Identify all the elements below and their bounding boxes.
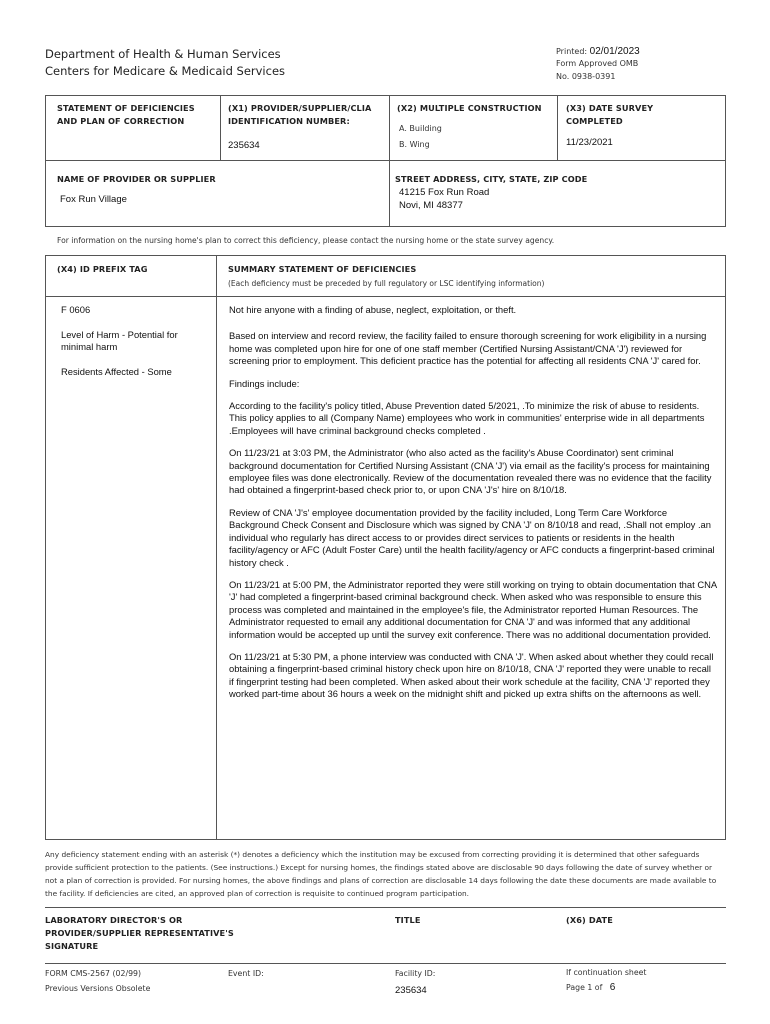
provider-value: Fox Run Village — [60, 194, 127, 205]
page-label: Page 1 of — [566, 983, 603, 992]
paragraph-3: Findings include: — [229, 377, 300, 389]
paragraph-8: On 11/23/21 at 5:30 PM, a phone interview was conducted with CNA 'J'. When asked about whether they could recall obtaining a fingerprint-based criminal history check upon hire on 8/10/18, CNA 'J' reported they were unable to recall if fingerprint testing had been completed. When asked about their work schedule at the facility, CNA 'J' reported they worked part-time about 36 hours a week on the midnight shift and picked up extra shifts on the afternoons as well. — [229, 650, 714, 700]
omb-line-2: No. 0938-0391 — [556, 72, 616, 81]
summary-label: SUMMARY STATEMENT OF DEFICIENCIES — [228, 264, 417, 274]
title-label: TITLE — [395, 915, 421, 925]
x2-wing: B. Wing — [399, 140, 430, 149]
form-number: FORM CMS-2567 (02/99) — [45, 969, 142, 978]
paragraph-4: According to the facility's policy titled, Abuse Prevention dated 5/2021, .To minimize the risk of abuse to residents. This policy applies to all (Company Name) employees who work in communities' enterprise wide in all departments .Employees will have criminal background checks completed . — [229, 400, 705, 436]
signature-bottom-line — [45, 963, 726, 964]
x2-building: A. Building — [399, 124, 442, 133]
summary-sub: (Each deficiency must be preceded by full regulatory or LSC identifying information) — [228, 279, 545, 288]
x3-label: (X3) DATE SURVEY COMPLETED — [566, 103, 654, 126]
printed-label: Printed: — [556, 47, 588, 56]
paragraph-7: On 11/23/21 at 5:00 PM, the Administrator reported they were still working on trying to obtain documentation that CNA 'J' had completed a fingerprint-based criminal background check. When asked who was responsible to ensure this process was completed and maintained in the employee's file, the Administrator reported Human Resources. The Administrator requested to email any additional documentation for CNA 'J' and was informed that any additional information would be accepted up until the survey exit conference. There was no additional documentation provided. — [229, 578, 717, 640]
address-label: STREET ADDRESS, CITY, STATE, ZIP CODE — [395, 174, 588, 184]
facility-id-label: Facility ID: — [395, 969, 436, 978]
printed-line — [556, 46, 640, 57]
page-indicator — [566, 982, 615, 993]
printed-date: 02/01/2023 — [589, 46, 640, 57]
previous-versions: Previous Versions Obsolete — [45, 984, 151, 993]
address-line-1: 41215 Fox Run Road — [399, 187, 490, 198]
lab-director-label: LABORATORY DIRECTOR'S OR PROVIDER/SUPPLIER REPRESENTATIVE'S SIGNATURE — [45, 915, 234, 951]
statement-label: STATEMENT OF DEFICIENCIES AND PLAN OF CORRECTION — [57, 103, 195, 126]
top-table-divider — [45, 160, 726, 161]
residents-affected: Residents Affected - Some — [61, 366, 172, 377]
facility-id-value: 235634 — [395, 985, 427, 996]
paragraph-2: Based on interview and record review, the facility failed to ensure thorough screening for work eligibility in a nursing home was completed upon hire for one of one staff member (Certified Nursing Assistant/CNA 'J') reviewed for screening prior to employment. This deficient practice has the potential for affecting all residents CNA 'J' cared for. — [229, 330, 707, 367]
x3-value: 11/23/2021 — [566, 137, 613, 148]
x4-label: (X4) ID PREFIX TAG — [57, 264, 148, 274]
deficiency-column-divider — [216, 255, 217, 840]
continuation-label: If continuation sheet — [566, 968, 647, 977]
event-id-label: Event ID: — [228, 969, 264, 978]
x2-label: (X2) MULTIPLE CONSTRUCTION — [397, 103, 542, 113]
level-of-harm: Level of Harm - Potential for minimal harm — [61, 329, 178, 353]
divider-1 — [220, 95, 221, 160]
centers-title: Centers for Medicare & Medicaid Services — [45, 64, 286, 78]
paragraph-1: Not hire anyone with a finding of abuse, neglect, exploitation, or theft. — [229, 304, 517, 315]
deficiency-header-divider — [45, 296, 726, 297]
page-total: 6 — [609, 982, 616, 993]
deficiency-summary — [229, 304, 717, 711]
x1-value: 235634 — [228, 140, 260, 151]
signature-top-line — [45, 907, 726, 908]
divider-3 — [557, 95, 558, 160]
paragraph-6: Review of CNA 'J's' employee documentation provided by the facility included, Long Term Care Workforce Background Check Consent and Disclosure which was signed by CNA 'J' on 8/10/18 and read, .Shall not employ .an individual who regularly has direct access to or provides direct services to patients or residents in the health facility/agency or AFC (Adult Foster Care) until the health facility/agency or AFC conducts a fingerprint-based criminal history check . — [229, 506, 715, 568]
omb-line-1: Form Approved OMB — [556, 59, 639, 68]
provider-label: NAME OF PROVIDER OR SUPPLIER — [57, 174, 216, 184]
x1-label: (X1) PROVIDER/SUPPLIER/CLIA IDENTIFICATION NUMBER: — [228, 103, 372, 126]
address-line-2: Novi, MI 48377 — [399, 200, 463, 211]
department-title: Department of Health & Human Services — [45, 47, 281, 61]
paragraph-5: On 11/23/21 at 3:03 PM, the Administrator (who also acted as the facility's Abuse Coordinator) sent criminal background documentation for Certified Nursing Assistant (CNA 'J') via email as the facility's process for maintaining employee files was done electronically. Review of the documentation revealed there was no evidence that the facility had obtained a fingerprint-based check prior to, or upon CNA 'J's' hire on 8/10/18. — [229, 447, 712, 496]
date-label: (X6) DATE — [566, 915, 613, 925]
divider-2 — [389, 95, 390, 227]
info-note: For information on the nursing home's plan to correct this deficiency, please contact the nursing home or the state survey agency. — [57, 236, 555, 245]
prefix-tag: F 0606 — [61, 304, 91, 315]
disclaimer: Any deficiency statement ending with an asterisk (*) denotes a deficiency which the institution may be excused from correcting providing it is determined that other safeguards provide sufficient protection to the patients. (See instructions.) Except for nursing homes, the findings stated above are disclosable 90 days following the date of survey whether or not a plan of correction is provided. For nursing homes, the above findings and plans of correction are disclosable 14 days following the date these documents are made available to the facility. If deficiencies are cited, an approved plan of correction is requisite to continued program participation. — [45, 850, 717, 898]
